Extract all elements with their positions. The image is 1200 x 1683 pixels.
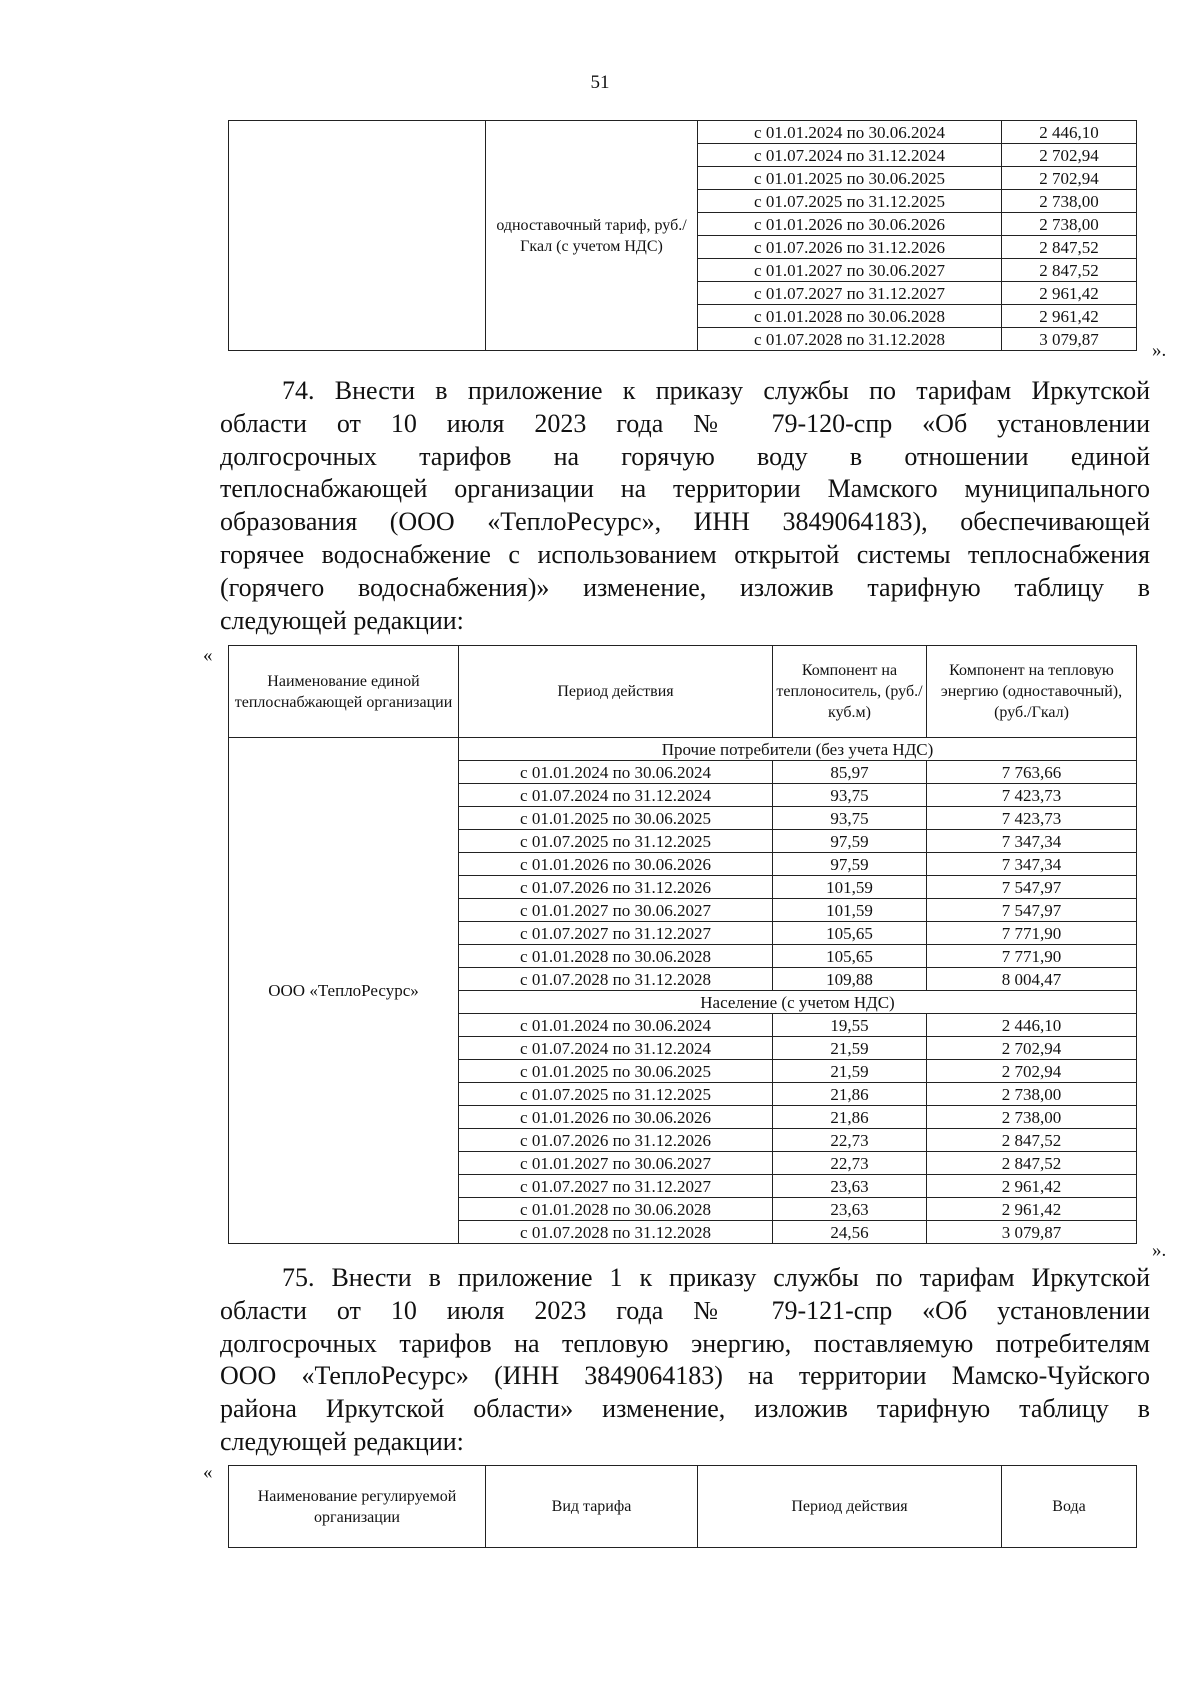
- carrier-cell: 22,73: [773, 1129, 927, 1152]
- carrier-cell: 109,88: [773, 968, 927, 991]
- paragraph-line: образования (ООО «ТеплоРесурс», ИНН 3849064183), обеспечивающей: [220, 507, 1150, 537]
- energy-cell: 7 763,66: [927, 761, 1137, 784]
- paragraph-line: теплоснабжающей организации на территории Мамского муниципального: [220, 474, 1150, 504]
- carrier-cell: 97,59: [773, 853, 927, 876]
- period-cell: с 01.01.2024 по 30.06.2024: [459, 1014, 773, 1037]
- energy-cell: 8 004,47: [927, 968, 1137, 991]
- value-cell: 2 446,10: [1002, 121, 1137, 144]
- energy-cell: 7 423,73: [927, 784, 1137, 807]
- period-cell: с 01.01.2025 по 30.06.2025: [459, 1060, 773, 1083]
- period-cell: с 01.07.2027 по 31.12.2027: [459, 922, 773, 945]
- opening-quote: «: [203, 645, 213, 666]
- header-org: Наименование регулируемой организации: [229, 1466, 486, 1548]
- period-cell: с 01.07.2027 по 31.12.2027: [459, 1175, 773, 1198]
- energy-cell: 7 423,73: [927, 807, 1137, 830]
- header-period: Период действия: [698, 1466, 1002, 1548]
- paragraph-line: 74. Внести в приложение к приказу службы по тарифам Иркутской: [282, 376, 1150, 405]
- energy-cell: 2 847,52: [927, 1152, 1137, 1175]
- period-cell: с 01.07.2024 по 31.12.2024: [698, 144, 1002, 167]
- value-cell: 2 961,42: [1002, 282, 1137, 305]
- carrier-cell: 22,73: [773, 1152, 927, 1175]
- value-cell: 2 738,00: [1002, 213, 1137, 236]
- period-cell: с 01.01.2028 по 30.06.2028: [459, 945, 773, 968]
- carrier-cell: 105,65: [773, 922, 927, 945]
- carrier-cell: 101,59: [773, 899, 927, 922]
- period-cell: с 01.07.2028 по 31.12.2028: [459, 1221, 773, 1244]
- energy-cell: 2 702,94: [927, 1060, 1137, 1083]
- header-period: Период действия: [459, 646, 773, 738]
- carrier-cell: 21,59: [773, 1060, 927, 1083]
- energy-cell: 7 771,90: [927, 922, 1137, 945]
- period-cell: с 01.07.2024 по 31.12.2024: [459, 1037, 773, 1060]
- paragraph-line: горячее водоснабжение с использованием открытой системы теплоснабжения: [220, 539, 1150, 569]
- closing-quote: ».: [1152, 1240, 1167, 1261]
- period-cell: с 01.07.2026 по 31.12.2026: [698, 236, 1002, 259]
- tariff-type-cell: одноставочный тариф, руб./Гкал (с учетом НДС): [486, 121, 698, 351]
- period-cell: с 01.07.2026 по 31.12.2026: [459, 876, 773, 899]
- carrier-cell: 21,59: [773, 1037, 927, 1060]
- period-cell: с 01.01.2024 по 30.06.2024: [698, 121, 1002, 144]
- carrier-cell: 21,86: [773, 1083, 927, 1106]
- carrier-cell: 105,65: [773, 945, 927, 968]
- energy-cell: 7 547,97: [927, 876, 1137, 899]
- energy-cell: 7 347,34: [927, 853, 1137, 876]
- period-cell: с 01.01.2026 по 30.06.2026: [459, 853, 773, 876]
- paragraph-line: долгосрочных тарифов на тепловую энергию, поставляемую потребителям: [220, 1328, 1150, 1358]
- closing-quote: ».: [1152, 340, 1167, 361]
- energy-cell: 2 702,94: [927, 1037, 1137, 1060]
- period-cell: с 01.01.2026 по 30.06.2026: [459, 1106, 773, 1129]
- section-header: Население (с учетом НДС): [459, 991, 1137, 1014]
- carrier-cell: 85,97: [773, 761, 927, 784]
- carrier-cell: 97,59: [773, 830, 927, 853]
- period-cell: с 01.01.2027 по 30.06.2027: [698, 259, 1002, 282]
- energy-cell: 2 738,00: [927, 1106, 1137, 1129]
- org-cell: [229, 121, 486, 351]
- value-cell: 2 702,94: [1002, 144, 1137, 167]
- period-cell: с 01.01.2028 по 30.06.2028: [698, 305, 1002, 328]
- carrier-cell: 19,55: [773, 1014, 927, 1037]
- paragraph-line: ООО «ТеплоРесурс» (ИНН 3849064183) на территории Мамско-Чуйского: [220, 1361, 1150, 1391]
- paragraph-line: (горячего водоснабжения)» изменение, изложив тарифную таблицу в: [220, 572, 1150, 602]
- carrier-cell: 23,63: [773, 1198, 927, 1221]
- header-water: Вода: [1002, 1466, 1137, 1548]
- energy-cell: 2 738,00: [927, 1083, 1137, 1106]
- period-cell: с 01.01.2025 по 30.06.2025: [459, 807, 773, 830]
- carrier-cell: 23,63: [773, 1175, 927, 1198]
- period-cell: с 01.07.2025 по 31.12.2025: [459, 830, 773, 853]
- carrier-cell: 93,75: [773, 807, 927, 830]
- period-cell: с 01.01.2024 по 30.06.2024: [459, 761, 773, 784]
- header-carrier: Компонент на теплоноситель, (руб./куб.м): [773, 646, 927, 738]
- energy-cell: 7 771,90: [927, 945, 1137, 968]
- value-cell: 2 847,52: [1002, 236, 1137, 259]
- carrier-cell: 24,56: [773, 1221, 927, 1244]
- paragraph-line: области от 10 июля 2023 года № 79-120-спр «Об установлении: [220, 408, 1150, 438]
- header-energy: Компонент на тепловую энергию (одноставочный), (руб./Гкал): [927, 646, 1137, 738]
- value-cell: 2 847,52: [1002, 259, 1137, 282]
- paragraph-line: следующей редакции:: [220, 605, 464, 635]
- value-cell: 3 079,87: [1002, 328, 1137, 351]
- period-cell: с 01.07.2028 по 31.12.2028: [698, 328, 1002, 351]
- period-cell: с 01.01.2028 по 30.06.2028: [459, 1198, 773, 1221]
- energy-cell: 3 079,87: [927, 1221, 1137, 1244]
- paragraph-75: [220, 1262, 1150, 1459]
- section-header: Прочие потребители (без учета НДС): [459, 738, 1137, 761]
- carrier-cell: 101,59: [773, 876, 927, 899]
- carrier-cell: 21,86: [773, 1106, 927, 1129]
- header-tariff-type: Вид тарифа: [486, 1466, 698, 1548]
- value-cell: 2 961,42: [1002, 305, 1137, 328]
- value-cell: 2 738,00: [1002, 190, 1137, 213]
- period-cell: с 01.07.2026 по 31.12.2026: [459, 1129, 773, 1152]
- period-cell: с 01.07.2025 по 31.12.2025: [459, 1083, 773, 1106]
- heat-tariff-table: [228, 1465, 1137, 1548]
- opening-quote: «: [203, 1462, 213, 1483]
- period-cell: с 01.01.2027 по 30.06.2027: [459, 1152, 773, 1175]
- hot-water-tariff-table: [228, 645, 1137, 1244]
- org-name-cell: ООО «ТеплоРесурс»: [229, 738, 459, 1244]
- period-cell: с 01.01.2025 по 30.06.2025: [698, 167, 1002, 190]
- period-cell: с 01.01.2027 по 30.06.2027: [459, 899, 773, 922]
- table-row: [229, 121, 1137, 144]
- period-cell: с 01.07.2027 по 31.12.2027: [698, 282, 1002, 305]
- paragraph-line: 75. Внести в приложение 1 к приказу службы по тарифам Иркутской: [282, 1263, 1150, 1292]
- header-org: Наименование единой теплоснабжающей организации: [229, 646, 459, 738]
- value-cell: 2 702,94: [1002, 167, 1137, 190]
- paragraph-line: района Иркутской области» изменение, изложив тарифную таблицу в: [220, 1394, 1150, 1424]
- paragraph-line: следующей редакции:: [220, 1426, 464, 1456]
- paragraph-74: [220, 375, 1150, 637]
- tariff-table-continuation: [228, 120, 1137, 351]
- period-cell: с 01.07.2025 по 31.12.2025: [698, 190, 1002, 213]
- period-cell: с 01.07.2024 по 31.12.2024: [459, 784, 773, 807]
- carrier-cell: 93,75: [773, 784, 927, 807]
- energy-cell: 2 961,42: [927, 1198, 1137, 1221]
- energy-cell: 7 347,34: [927, 830, 1137, 853]
- period-cell: с 01.01.2026 по 30.06.2026: [698, 213, 1002, 236]
- energy-cell: 2 961,42: [927, 1175, 1137, 1198]
- page-number: 51: [590, 72, 610, 93]
- paragraph-line: долгосрочных тарифов на горячую воду в отношении единой: [220, 441, 1150, 471]
- energy-cell: 2 446,10: [927, 1014, 1137, 1037]
- section-row: [229, 738, 1137, 761]
- energy-cell: 7 547,97: [927, 899, 1137, 922]
- paragraph-line: области от 10 июля 2023 года № 79-121-спр «Об установлении: [220, 1295, 1150, 1325]
- energy-cell: 2 847,52: [927, 1129, 1137, 1152]
- period-cell: с 01.07.2028 по 31.12.2028: [459, 968, 773, 991]
